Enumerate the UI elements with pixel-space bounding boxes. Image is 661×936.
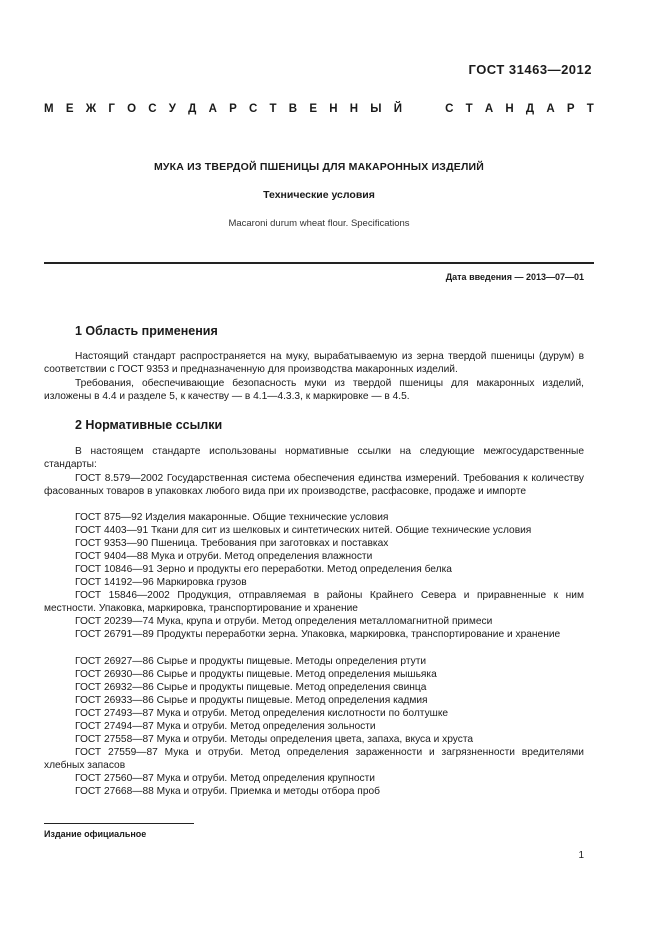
section-1-paragraph-2: Требования, обеспечивающие безопасность муки из твердой пшеницы для макаронных изделий, изложены в 4.4 и разделе 5, к качеству — в 4.1—4.3.3, к маркировке — в 4.5.	[44, 378, 584, 402]
interstate-standard-heading	[44, 103, 594, 115]
reference-item: ГОСТ 27560—87 Мука и отруби. Метод определения крупности	[75, 773, 375, 784]
interstate-letter: Д	[188, 103, 197, 115]
interstate-letter: А	[484, 103, 494, 115]
interstate-letter: У	[168, 103, 176, 115]
reference-item: ГОСТ 27494—87 Мука и отруби. Метод определения зольности	[75, 721, 376, 732]
interstate-letter: Т	[465, 103, 473, 115]
reference-item: ГОСТ 20239—74 Мука, крупа и отруби. Метод определения металломагнитной примеси	[75, 616, 493, 627]
interstate-letter: А	[208, 103, 217, 115]
section-1-heading: 1 Область применения	[75, 324, 218, 338]
interstate-letter: С	[148, 103, 157, 115]
reference-item: ГОСТ 26927—86 Сырье и продукты пищевые. Методы определения ртути	[75, 656, 427, 667]
reference-item: ГОСТ 8.579—2002 Государственная система обеспечения единства измерений. Требования к количеству фасованных товаров в упаковках любого вида при их производстве, расфасовке, продаже и импорте	[44, 473, 584, 497]
reference-item: ГОСТ 875—92 Изделия макаронные. Общие технические условия	[75, 512, 389, 523]
interstate-letter: О	[127, 103, 137, 115]
interstate-letter: В	[288, 103, 298, 115]
interstate-letter: С	[249, 103, 258, 115]
reference-item: ГОСТ 26930—86 Сырье и продукты пищевые. Метод определения мышьяка	[75, 669, 437, 680]
section-1-paragraph-1: Настоящий стандарт распространяется на муку, вырабатываемую из зерна твердой пшеницы (дурум) в соответствии с ГОСТ 9353 и предназначенную для производства макаронных изделий.	[44, 351, 584, 375]
reference-item: ГОСТ 26791—89 Продукты переработки зерна. Упаковка, маркировка, транспортирование и хранение	[75, 629, 561, 640]
interstate-letter: Г	[108, 103, 115, 115]
reference-item: ГОСТ 9353—90 Пшеница. Требования при заготовках и поставках	[75, 538, 389, 549]
reference-item: ГОСТ 27559—87 Мука и отруби. Метод определения зараженности и загрязненности вредителями хлебных запасов	[44, 747, 584, 771]
title-divider	[44, 262, 594, 264]
edition-label: Издание официальное	[44, 829, 147, 839]
document-title: МУКА ИЗ ТВЕРДОЙ ПШЕНИЦЫ ДЛЯ МАКАРОННЫХ ИЗДЕЛИЙ	[153, 161, 485, 173]
interstate-letter: М	[44, 103, 54, 115]
reference-item: ГОСТ 10846—91 Зерно и продукты его переработки. Метод определения белка	[75, 564, 452, 575]
document-subtitle: Технические условия	[263, 189, 375, 201]
interstate-letter: Т	[586, 103, 594, 115]
interstate-letter	[414, 103, 417, 115]
interstate-letter: Н	[505, 103, 514, 115]
document-title-english: Macaroni durum wheat flour. Specifications	[228, 218, 410, 229]
introduction-date: Дата введения — 2013—07—01	[445, 272, 584, 282]
interstate-letter: Й	[393, 103, 403, 115]
interstate-letter: Ж	[85, 103, 97, 115]
footer-divider	[44, 823, 194, 824]
interstate-letter: Р	[229, 103, 237, 115]
interstate-letter: Е	[309, 103, 317, 115]
reference-item: ГОСТ 27493—87 Мука и отруби. Метод определения кислотности по болтушке	[75, 708, 449, 719]
reference-item: ГОСТ 26932—86 Сырье и продукты пищевые. Метод определения свинца	[75, 682, 427, 693]
interstate-letter: А	[546, 103, 555, 115]
section-2-heading: 2 Нормативные ссылки	[75, 418, 223, 432]
interstate-letter: Н	[329, 103, 338, 115]
interstate-letter: Р	[566, 103, 575, 115]
reference-item: ГОСТ 4403—91 Ткани для сит из шелковых и синтетических нитей. Общие технические условия	[75, 525, 532, 536]
interstate-letter: Е	[65, 103, 74, 115]
interstate-letter: Т	[269, 103, 277, 115]
reference-item: ГОСТ 14192—96 Маркировка грузов	[75, 577, 247, 588]
reference-item: ГОСТ 15846—2002 Продукция, отправляемая в районы Крайнего Севера и приравненные к ним местности. Упаковка, маркировка, транспортирование и хранение	[44, 590, 584, 614]
reference-item: ГОСТ 27668—88 Мука и отруби. Приемка и методы отбора проб	[75, 786, 380, 797]
reference-item: ГОСТ 27558—87 Мука и отруби. Методы определения цвета, запаха, вкуса и хруста	[75, 734, 474, 745]
standard-number: ГОСТ 31463—2012	[468, 62, 592, 77]
reference-item: ГОСТ 26933—86 Сырье и продукты пищевые. Метод определения кадмия	[75, 695, 428, 706]
interstate-letter: Н	[349, 103, 359, 115]
interstate-letter: Д	[525, 103, 535, 115]
reference-item: ГОСТ 9404—88 Мука и отруби. Метод определения влажности	[75, 551, 373, 562]
interstate-letter: С	[445, 103, 454, 115]
interstate-letter: Ы	[370, 103, 382, 115]
interstate-letter	[430, 103, 433, 115]
page-number: 1	[578, 850, 584, 861]
section-2-intro: В настоящем стандарте использованы нормативные ссылки на следующие межгосударственные стандарты:	[44, 446, 584, 470]
